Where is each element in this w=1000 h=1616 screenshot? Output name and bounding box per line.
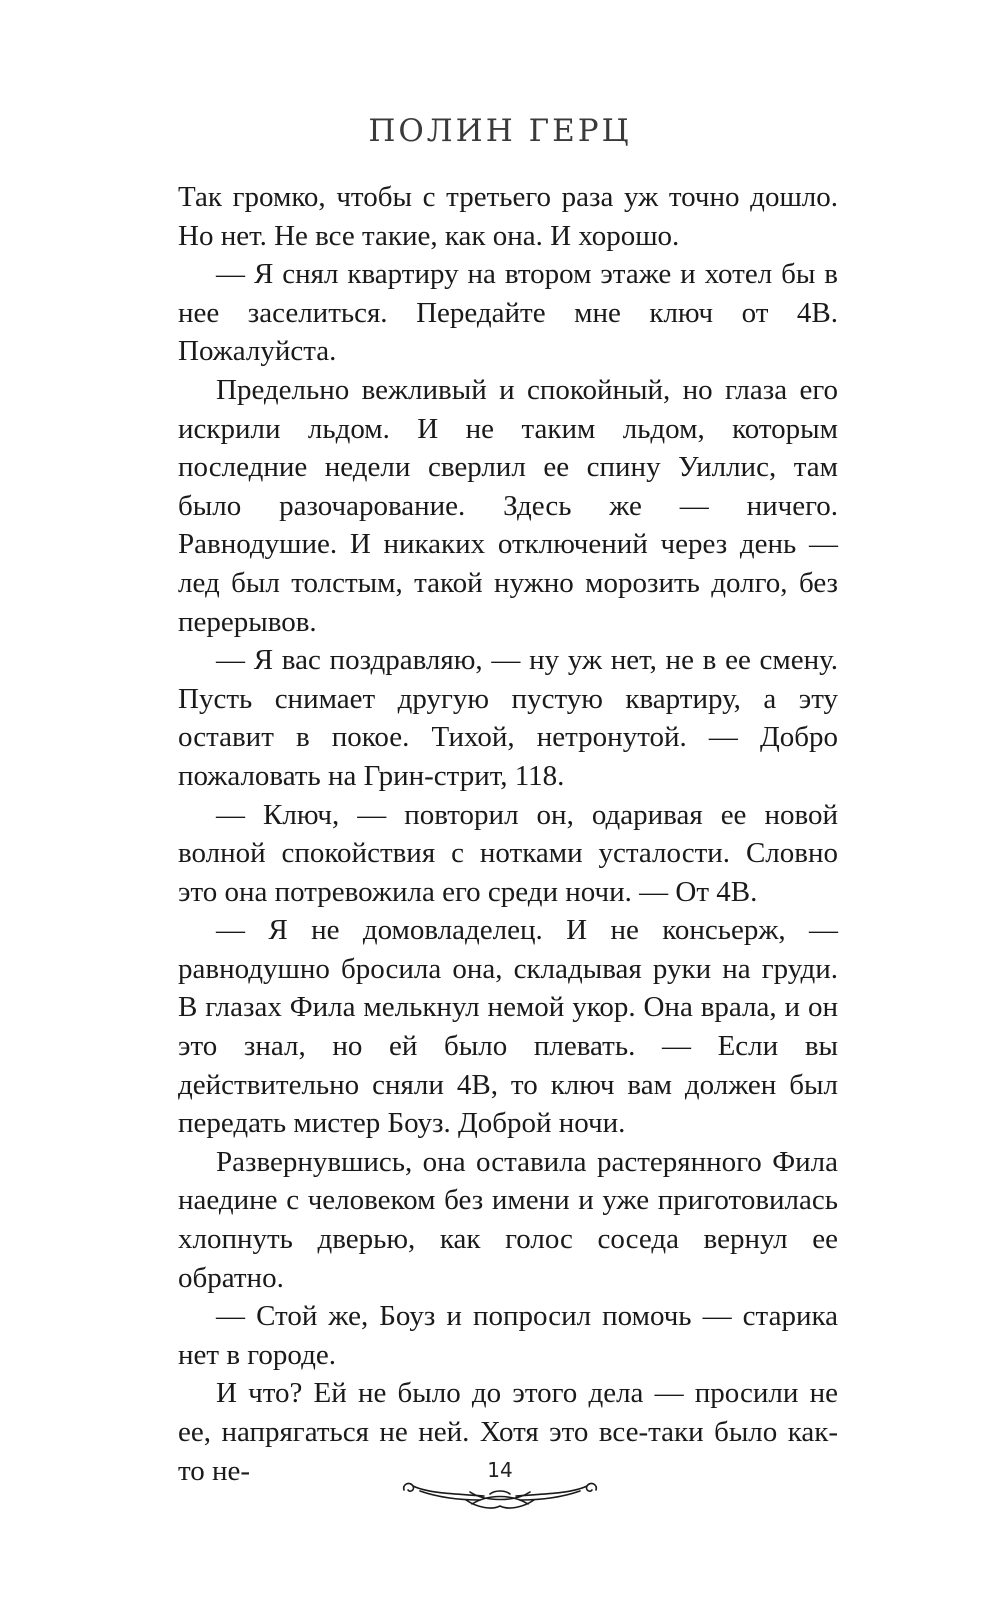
paragraph: — Я не домовладелец. И не консьерж, — равнодушно бросила она, складывая руки на груди. В глазах Фила мелькнул немой укор. Она врала, и он это знал, но ей было плевать. — Если вы действительно сняли 4B, то ключ вам должен был передать мистер Боуз. Доброй ночи. xyxy=(178,914,838,1140)
paragraph: Развернувшись, она оставила растерянного Фила наедине с человеком без имени и уже приготовилась хлопнуть дверью, как голос соседа вернул ее обратно. xyxy=(178,1145,838,1294)
running-head-author: ПОЛИН ГЕРЦ xyxy=(368,113,632,149)
paragraph: И что? Ей не было до этого дела — просили не ее, напрягаться не ней. Хотя это все-таки было как-то не- xyxy=(178,1377,838,1487)
folio xyxy=(0,1458,1000,1518)
page-number: 14 xyxy=(487,1458,513,1482)
paragraph: — Ключ, — повторил он, одаривая ее новой волной спокойствия с нотками усталости. Словно это она потревожила его среди ночи. — От 4B. xyxy=(178,798,838,908)
body-text xyxy=(178,178,838,1490)
paragraph: — Я снял квартиру на втором этаже и хотел бы в нее заселиться. Передайте мне ключ от 4B. Пожалуйста. xyxy=(178,258,838,368)
paragraph: — Я вас поздравляю, — ну уж нет, не в ее смену. Пусть снимает другую пустую квартиру, а эту оставит в покое. Тихой, нетронутой. — Добро пожаловать на Грин-стрит, 118. xyxy=(178,644,838,792)
paragraph: Так громко, чтобы с третьего раза уж точно дошло. Но нет. Не все такие, как она. И хорошо. xyxy=(178,181,838,252)
paragraph: — Стой же, Боуз и попросил помочь — старика нет в городе. xyxy=(178,1300,838,1371)
ornament-flourish-icon xyxy=(400,1472,600,1516)
paragraph: Предельно вежливый и спокойный, но глаза его искрили льдом. И не таким льдом, которым последние недели сверлил ее спину Уиллис, там было разочарование. Здесь же — ничего. Равнодушие. И никаких отключений через день — лед был толстым, такой нужно морозить долго, без перерывов. xyxy=(178,373,838,638)
